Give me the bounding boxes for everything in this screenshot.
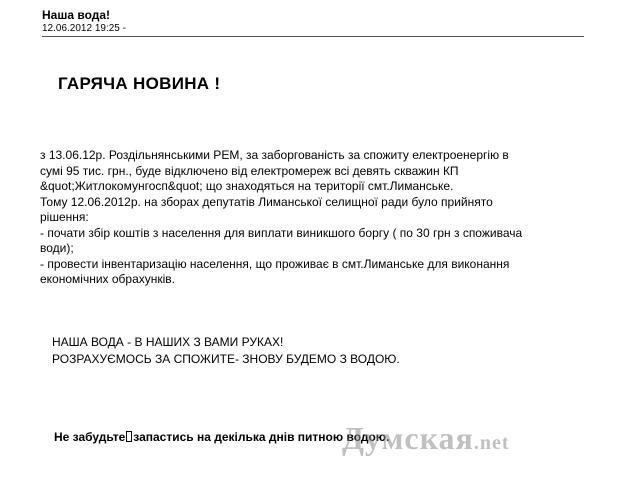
- reminder-part-1: Не забудьте: [54, 430, 126, 444]
- article-timestamp: 12.06.2012 19:25 -: [42, 23, 126, 34]
- article-body: [40, 148, 580, 288]
- body-line: з 13.06.12р. Роздільнянськими РЕМ, за заборгованість за спожиту електроенергію в: [40, 148, 509, 162]
- reminder-part-2: запастись на декілька днів питною водою.: [133, 430, 390, 444]
- slogan-line-1: НАША ВОДА - В НАШИХ З ВАМИ РУКАХ!: [52, 335, 284, 349]
- header-divider: [42, 36, 584, 37]
- body-line: Тому 12.06.2012р. на зборах депутатів Лиманської селищної ради було прийнято: [40, 194, 493, 209]
- body-line: сумі 95 тис. грн., буде відключено від електромереж всі девять скважин КП: [40, 163, 459, 178]
- body-line: &quot;Житлокомунгосп&quot; що знаходяться на території смт.Лиманське.: [40, 179, 454, 193]
- headline: ГАРЯЧА НОВИНА !: [58, 74, 221, 93]
- reminder-text: [54, 430, 389, 444]
- watermark-brand: Думская: [342, 420, 474, 456]
- watermark-suffix: .net: [473, 432, 510, 454]
- slogan-line-2: РОЗРАХУЄМОСЬ ЗА СПОЖИТЕ- ЗНОВУ БУДЕМО З ВОДОЮ.: [52, 352, 400, 366]
- body-line: води);: [40, 241, 74, 255]
- body-line: - почати збір коштів з населення для виплати виникшого боргу ( по 30 грн з споживача: [40, 225, 523, 240]
- slogan: [52, 334, 400, 368]
- body-line: економічних обрахунків.: [40, 272, 176, 286]
- site-watermark: [342, 420, 510, 457]
- body-line: рішення:: [40, 210, 89, 224]
- article-title: Наша вода!: [42, 8, 111, 22]
- body-line: - провести інвентаризацію населення, що проживає в смт.Лиманське для виконання: [40, 256, 510, 271]
- missing-glyph-box: [126, 431, 132, 442]
